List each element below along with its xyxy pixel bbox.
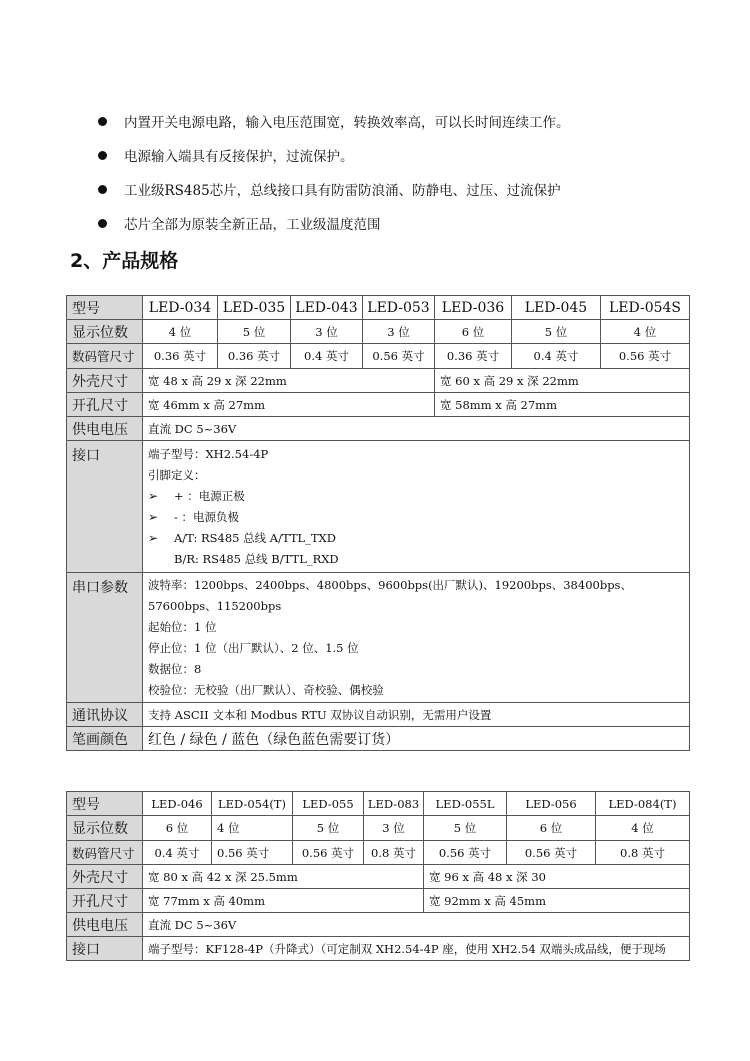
size-cell: 0.56 英寸 <box>212 841 293 865</box>
size-cell: 0.56 英寸 <box>507 841 596 865</box>
serial-line: 数据位：8 <box>148 661 202 676</box>
feature-item <box>98 104 718 138</box>
row-label-shell: 外壳尺寸 <box>67 369 143 393</box>
row-label-digits: 显示位数 <box>67 320 143 344</box>
digits-cell: 4 位 <box>212 816 293 841</box>
row-label-hole: 开孔尺寸 <box>67 889 143 913</box>
table-row <box>67 865 690 889</box>
bullet-dot-icon <box>98 117 107 126</box>
arrow-bullet-icon: ➢ <box>148 530 159 545</box>
size-cell: 0.36 英寸 <box>435 344 512 369</box>
table-row <box>67 296 690 320</box>
table-row <box>67 841 690 865</box>
pin-item <box>148 485 689 506</box>
bullet-dot-icon <box>98 151 107 160</box>
serial-line: 57600bps、115200bps <box>148 598 282 613</box>
row-label-power: 供电电压 <box>67 417 143 441</box>
size-cell: 0.56 英寸 <box>424 841 507 865</box>
row-label-size: 数码管尺寸 <box>67 344 143 369</box>
digits-cell: 3 位 <box>363 320 435 344</box>
model-cell: LED-046 <box>143 792 212 816</box>
row-label-color: 笔画颜色 <box>67 727 143 751</box>
pin-text: - ：电源负极 <box>174 509 240 524</box>
size-cell: 0.4 英寸 <box>512 344 601 369</box>
arrow-bullet-icon: ➢ <box>148 488 159 503</box>
interface-terminal: 端子型号：XH2.54-4P <box>148 446 269 461</box>
table-row <box>67 937 690 961</box>
table-row <box>67 393 690 417</box>
table-row <box>67 441 690 573</box>
digits-cell: 3 位 <box>364 816 424 841</box>
digits-cell: 4 位 <box>596 816 690 841</box>
bullet-dot-icon <box>98 185 107 194</box>
serial-line: 波特率：1200bps、2400bps、4800bps、9600bps(出厂默认)、19200bps、38400bps、 <box>148 577 632 592</box>
table-row <box>67 889 690 913</box>
table-row <box>67 727 690 751</box>
size-cell: 0.36 英寸 <box>218 344 291 369</box>
pin-text: + ：电源正极 <box>174 488 245 503</box>
model-cell: LED-083 <box>364 792 424 816</box>
size-cell: 0.36 英寸 <box>143 344 218 369</box>
table-row <box>67 703 690 727</box>
bullet-dot-icon <box>98 219 107 228</box>
shell-cell: 宽 60 x 高 29 x 深 22mm <box>435 369 690 393</box>
pin-text: B/R: RS485 总线 B/TTL_RXD <box>174 551 339 566</box>
row-label-size: 数码管尺寸 <box>67 841 143 865</box>
size-cell: 0.4 英寸 <box>143 841 212 865</box>
power-cell: 直流 DC 5~36V <box>143 913 690 937</box>
shell-cell: 宽 48 x 高 29 x 深 22mm <box>143 369 435 393</box>
color-cell: 红色 / 绿色 / 蓝色（绿色蓝色需要订货） <box>143 727 690 751</box>
digits-cell: 3 位 <box>291 320 363 344</box>
arrow-bullet-icon: ➢ <box>148 509 159 524</box>
model-cell: LED-055 <box>293 792 364 816</box>
size-cell: 0.56 英寸 <box>293 841 364 865</box>
row-label-protocol: 通讯协议 <box>67 703 143 727</box>
power-cell: 直流 DC 5~36V <box>143 417 690 441</box>
digits-cell: 5 位 <box>218 320 291 344</box>
row-label-interface: 接口 <box>67 441 143 573</box>
row-label-interface: 接口 <box>67 937 143 961</box>
table-row <box>67 816 690 841</box>
row-label-serial: 串口参数 <box>67 573 143 703</box>
table-row <box>67 417 690 441</box>
row-label-model: 型号 <box>67 792 143 816</box>
pin-item <box>148 506 689 527</box>
feature-list <box>98 104 718 240</box>
row-label-digits: 显示位数 <box>67 816 143 841</box>
protocol-cell: 支持 ASCII 文本和 Modbus RTU 双协议自动识别，无需用户设置 <box>143 703 690 727</box>
hole-cell: 宽 58mm x 高 27mm <box>435 393 690 417</box>
model-cell: LED-054(T) <box>212 792 293 816</box>
hole-cell: 宽 77mm x 高 40mm <box>143 889 424 913</box>
interface-cell <box>143 441 690 573</box>
feature-text: 工业级RS485芯片，总线接口具有防雷防浪涌、防静电、过压、过流保护 <box>124 183 561 199</box>
digits-cell: 6 位 <box>435 320 512 344</box>
pin-item <box>148 548 689 569</box>
row-label-hole: 开孔尺寸 <box>67 393 143 417</box>
feature-text: 内置开关电源电路，输入电压范围宽，转换效率高，可以长时间连续工作。 <box>124 115 570 131</box>
size-cell: 0.8 英寸 <box>364 841 424 865</box>
table-row <box>67 320 690 344</box>
row-label-power: 供电电压 <box>67 913 143 937</box>
model-cell: LED-084(T) <box>596 792 690 816</box>
digits-cell: 4 位 <box>143 320 218 344</box>
row-label-model: 型号 <box>67 296 143 320</box>
digits-cell: 5 位 <box>293 816 364 841</box>
interface-pin-def: 引脚定义： <box>148 467 206 482</box>
feature-text: 电源输入端具有反接保护，过流保护。 <box>124 149 354 165</box>
digits-cell: 4 位 <box>601 320 690 344</box>
size-cell: 0.4 英寸 <box>291 344 363 369</box>
spec-table-1 <box>66 295 690 751</box>
model-cell: LED-036 <box>435 296 512 320</box>
table-row <box>67 369 690 393</box>
model-cell: LED-053 <box>363 296 435 320</box>
pin-text: A/T: RS485 总线 A/TTL_TXD <box>174 530 336 545</box>
row-label-shell: 外壳尺寸 <box>67 865 143 889</box>
digits-cell: 6 位 <box>143 816 212 841</box>
table-row <box>67 792 690 816</box>
serial-cell <box>143 573 690 703</box>
feature-item <box>98 172 718 206</box>
model-cell: LED-056 <box>507 792 596 816</box>
digits-cell: 6 位 <box>507 816 596 841</box>
feature-item <box>98 206 718 240</box>
hole-cell: 宽 92mm x 高 45mm <box>424 889 690 913</box>
digits-cell: 5 位 <box>512 320 601 344</box>
model-cell: LED-045 <box>512 296 601 320</box>
interface-cell: 端子型号：KF128-4P（升降式）（可定制双 XH2.54-4P 座，使用 XH2.54 双端头成品线，便于现场 <box>143 937 690 961</box>
table-row <box>67 573 690 703</box>
table-row <box>67 344 690 369</box>
digits-cell: 5 位 <box>424 816 507 841</box>
model-cell: LED-035 <box>218 296 291 320</box>
model-cell: LED-055L <box>424 792 507 816</box>
model-cell: LED-034 <box>143 296 218 320</box>
size-cell: 0.8 英寸 <box>596 841 690 865</box>
hole-cell: 宽 46mm x 高 27mm <box>143 393 435 417</box>
table-row <box>67 913 690 937</box>
shell-cell: 宽 80 x 高 42 x 深 25.5mm <box>143 865 424 889</box>
pin-item <box>148 527 689 548</box>
size-cell: 0.56 英寸 <box>363 344 435 369</box>
model-cell: LED-043 <box>291 296 363 320</box>
feature-text: 芯片全部为原装全新正品，工业级温度范围 <box>124 217 381 233</box>
serial-line: 起始位：1 位 <box>148 619 217 634</box>
spec-table-2 <box>66 791 690 961</box>
shell-cell: 宽 96 x 高 48 x 深 30 <box>424 865 690 889</box>
feature-item <box>98 138 718 172</box>
serial-line: 停止位：1 位（出厂默认）、2 位、1.5 位 <box>148 640 359 655</box>
section-title: 2、产品规格 <box>70 250 179 272</box>
model-cell: LED-054S <box>601 296 690 320</box>
serial-line: 校验位：无校验（出厂默认）、奇校验、偶校验 <box>148 682 384 697</box>
size-cell: 0.56 英寸 <box>601 344 690 369</box>
